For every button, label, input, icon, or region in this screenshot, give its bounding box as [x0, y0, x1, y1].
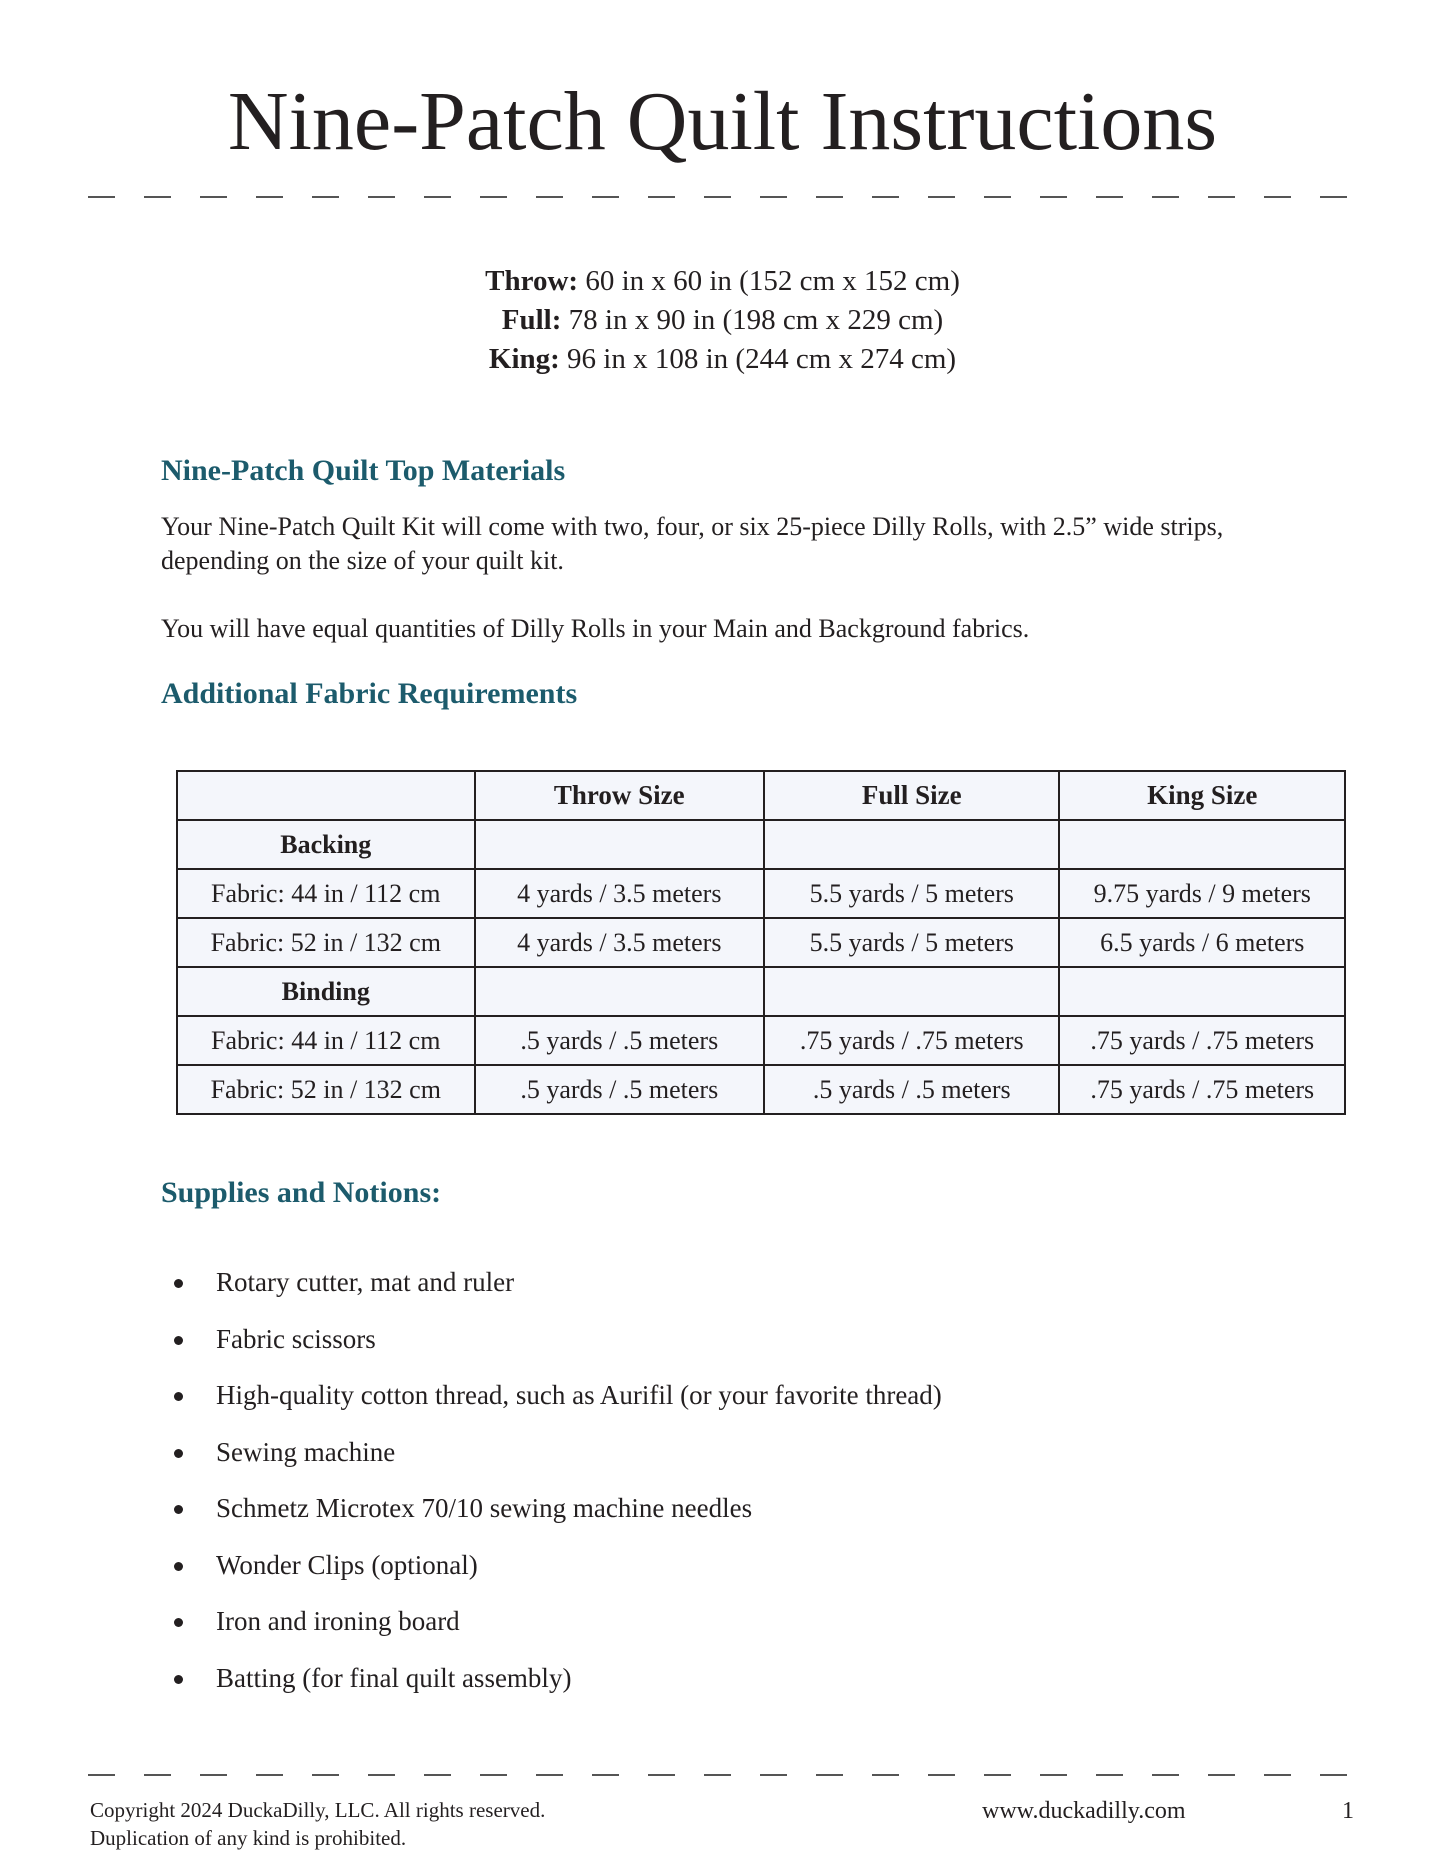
materials-paragraph-2: You will have equal quantities of Dilly Rolls in your Main and Background fabrics.	[161, 614, 1030, 643]
fabric-width-cell: Fabric: 44 in / 112 cm	[177, 869, 475, 918]
page-title: Nine-Patch Quilt Instructions	[227, 75, 1218, 168]
table-row	[177, 918, 1345, 967]
list-item: Sewing machine	[170, 1424, 942, 1481]
fabric-width-cell: Fabric: 52 in / 132 cm	[177, 1065, 475, 1114]
full-value-cell: .75 yards / .75 meters	[764, 1016, 1059, 1065]
duplication-notice: Duplication of any kind is prohibited.	[90, 1826, 407, 1850]
throw-value-cell: 4 yards / 3.5 meters	[475, 918, 765, 967]
empty-cell	[1059, 967, 1345, 1016]
empty-cell	[475, 967, 765, 1016]
empty-cell	[764, 820, 1059, 869]
list-item: Rotary cutter, mat and ruler	[170, 1254, 942, 1311]
footer-copyright	[90, 1796, 545, 1852]
binding-label: Binding	[177, 967, 475, 1016]
king-value-cell: 9.75 yards / 9 meters	[1059, 869, 1345, 918]
throw-value-cell: .5 yards / .5 meters	[475, 1016, 765, 1065]
supplies-list	[170, 1254, 942, 1706]
fabric-heading: Additional Fabric Requirements	[161, 677, 578, 710]
materials-paragraph-1: Your Nine-Patch Quilt Kit will come with two, four, or six 25-piece Dilly Rolls, with 2.5” wide strips, depending on the size of your quilt kit.	[161, 512, 1224, 575]
table-row	[177, 869, 1345, 918]
header-full-size: Full Size	[764, 771, 1059, 820]
copyright-text: Copyright 2024 DuckaDilly, LLC. All rights reserved.	[90, 1798, 546, 1822]
size-full: Full: 78 in x 90 in (198 cm x 229 cm)	[501, 304, 944, 336]
page-number: 1	[1342, 1798, 1354, 1824]
full-value-cell: .5 yards / .5 meters	[764, 1065, 1059, 1114]
backing-label: Backing	[177, 820, 475, 869]
empty-cell	[475, 820, 765, 869]
materials-heading: Nine-Patch Quilt Top Materials	[161, 454, 566, 487]
top-dashed-divider	[88, 196, 1360, 198]
full-value-cell: 5.5 yards / 5 meters	[764, 869, 1059, 918]
binding-group-row	[177, 967, 1345, 1016]
fabric-width-cell: Fabric: 52 in / 132 cm	[177, 918, 475, 967]
header-king-size: King Size	[1059, 771, 1345, 820]
supplies-heading: Supplies and Notions:	[161, 1176, 442, 1209]
list-item: Wonder Clips (optional)	[170, 1537, 942, 1594]
header-cell-empty	[177, 771, 475, 820]
fabric-width-cell: Fabric: 44 in / 112 cm	[177, 1016, 475, 1065]
size-king: King: 96 in x 108 in (244 cm x 274 cm)	[488, 343, 957, 375]
website-link[interactable]: www.duckadilly.com	[982, 1798, 1186, 1824]
empty-cell	[764, 967, 1059, 1016]
empty-cell	[1059, 820, 1345, 869]
backing-group-row	[177, 820, 1345, 869]
king-value-cell: .75 yards / .75 meters	[1059, 1016, 1345, 1065]
throw-value-cell: 4 yards / 3.5 meters	[475, 869, 765, 918]
list-item: Schmetz Microtex 70/10 sewing machine needles	[170, 1480, 942, 1537]
list-item: Fabric scissors	[170, 1311, 942, 1368]
list-item: High-quality cotton thread, such as Aurifil (or your favorite thread)	[170, 1367, 942, 1424]
table-row	[177, 1016, 1345, 1065]
full-value-cell: 5.5 yards / 5 meters	[764, 918, 1059, 967]
table-row	[177, 1065, 1345, 1114]
table-header-row	[177, 771, 1345, 820]
list-item: Batting (for final quilt assembly)	[170, 1650, 942, 1707]
bottom-dashed-divider	[88, 1774, 1360, 1776]
quilt-sizes	[0, 262, 1445, 379]
throw-value-cell: .5 yards / .5 meters	[475, 1065, 765, 1114]
king-value-cell: 6.5 yards / 6 meters	[1059, 918, 1345, 967]
size-throw: Throw: 60 in x 60 in (152 cm x 152 cm)	[485, 265, 960, 297]
fabric-requirements-table	[176, 770, 1346, 1115]
list-item: Iron and ironing board	[170, 1593, 942, 1650]
header-throw-size: Throw Size	[475, 771, 765, 820]
king-value-cell: .75 yards / .75 meters	[1059, 1065, 1345, 1114]
